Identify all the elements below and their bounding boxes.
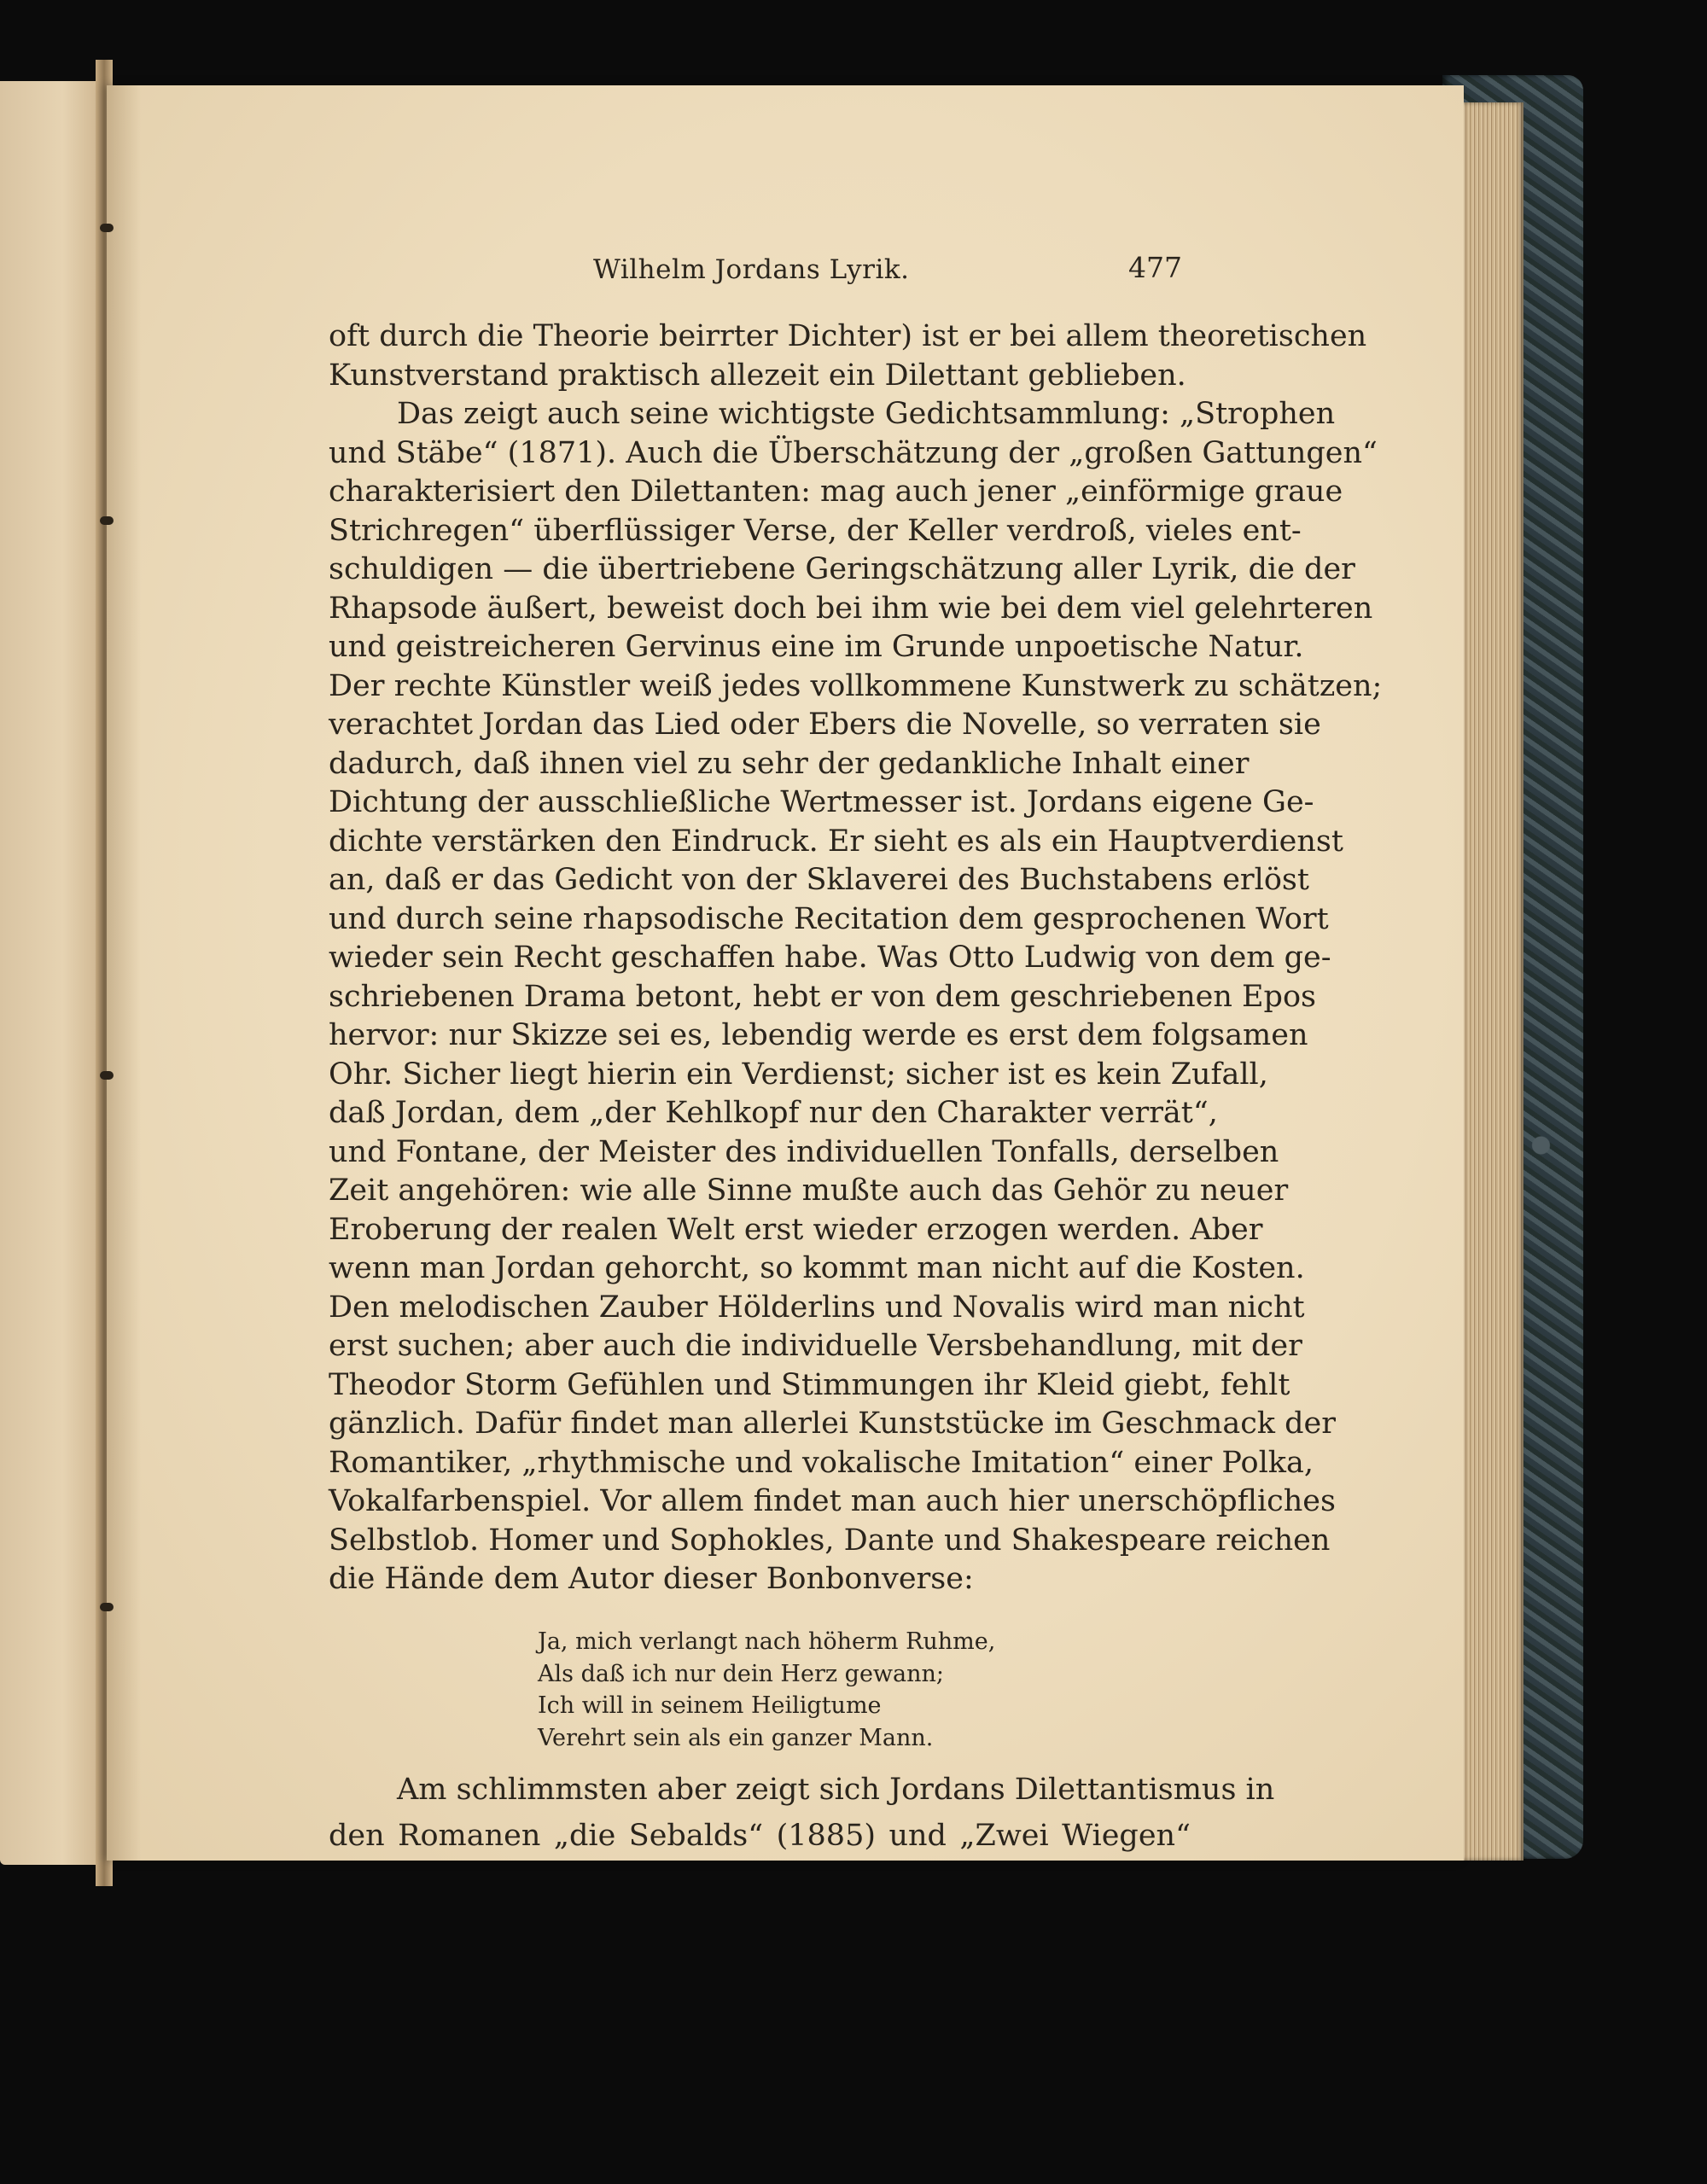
text-line: Eroberung der realen Welt erst wieder erzogen werden. Aber xyxy=(329,1212,1263,1247)
verse-quotation xyxy=(538,1626,995,1754)
text-line: Ohr. Sicher liegt hierin ein Verdienst; sicher ist es kein Zufall, xyxy=(329,1057,1268,1092)
text-line: an, daß er das Gedicht von der Sklaverei des Buchstabens erlöst xyxy=(329,863,1309,897)
text-line: Rhapsode äußert, beweist doch bei ihm wie bei dem viel gelehrteren xyxy=(329,591,1373,626)
text-line: wieder sein Recht geschaffen habe. Was Otto Ludwig von dem ge- xyxy=(329,941,1331,975)
closing-paragraph xyxy=(329,1767,1275,1859)
binding-hole xyxy=(100,224,114,232)
text-line: Am schlimmsten aber zeigt sich Jordans Dilettantismus in xyxy=(397,1773,1275,1807)
text-line: und durch seine rhapsodische Recitation dem gesprochenen Wort xyxy=(329,901,1329,936)
left-page-edge xyxy=(0,81,104,1865)
text-line: Das zeigt auch seine wichtigste Gedichtsammlung: „Strophen xyxy=(397,397,1336,431)
text-line: Kunstverstand praktisch allezeit ein Dilettant geblieben. xyxy=(329,358,1186,393)
body-text xyxy=(329,317,1383,1599)
text-line: Vokalfarbenspiel. Vor allem findet man auch hier unerschöpfliches xyxy=(329,1484,1336,1518)
binding-hole xyxy=(100,516,114,525)
text-line: erst suchen; aber auch die individuelle Versbehandlung, mit der xyxy=(329,1329,1302,1363)
text-line: Theodor Storm Gefühlen und Stimmungen ihr Kleid giebt, fehlt xyxy=(329,1367,1290,1402)
text-line: Strichregen“ überflüssiger Verse, der Keller verdroß, vieles ent- xyxy=(329,513,1302,548)
text-line: Der rechte Künstler weiß jedes vollkommene Kunstwerk zu schätzen; xyxy=(329,668,1383,703)
binding-hole xyxy=(100,1603,114,1611)
verse-line: Ja, mich verlangt nach höherm Ruhme, xyxy=(538,1628,996,1655)
page-stack-edges xyxy=(1455,102,1523,1861)
text-line: Selbstlob. Homer und Sophokles, Dante und Shakespeare reichen xyxy=(329,1523,1331,1558)
text-line: Dichtung der ausschließliche Wertmesser ist. Jordans eigene Ge- xyxy=(329,785,1314,819)
verse-line: Ich will in seinem Heiligtume xyxy=(538,1692,882,1719)
text-line: dadurch, daß ihnen viel zu sehr der gedankliche Inhalt einer xyxy=(329,746,1250,781)
text-line: wenn man Jordan gehorcht, so kommt man nicht auf die Kosten. xyxy=(329,1251,1305,1285)
text-line: Romantiker, „rhythmische und vokalische Imitation“ einer Polka, xyxy=(329,1445,1314,1480)
binding-hole xyxy=(100,1071,114,1080)
text-line: und geistreicheren Gervinus eine im Grunde unpoetische Natur. xyxy=(329,630,1304,664)
text-line: und Fontane, der Meister des individuellen Tonfalls, derselben xyxy=(329,1134,1279,1169)
text-line: die Hände dem Autor dieser Bonbonverse: xyxy=(329,1562,974,1596)
running-head: Wilhelm Jordans Lyrik. xyxy=(593,254,910,285)
text-line: daß Jordan, dem „der Kehlkopf nur den Charakter verrät“, xyxy=(329,1096,1218,1130)
page-header xyxy=(329,251,1182,297)
verse-line: Verehrt sein als ein ganzer Mann. xyxy=(538,1724,934,1751)
text-line: schuldigen — die übertriebene Geringschätzung aller Lyrik, die der xyxy=(329,552,1355,586)
text-line: und Stäbe“ (1871). Auch die Überschätzung der „großen Gattungen“ xyxy=(329,435,1378,470)
text-line: schriebenen Drama betont, hebt er von dem geschriebenen Epos xyxy=(329,979,1316,1014)
verse-line: Als daß ich nur dein Herz gewann; xyxy=(538,1660,945,1687)
text-line: verachtet Jordan das Lied oder Ebers die Novelle, so verraten sie xyxy=(329,708,1321,742)
text-line: gänzlich. Dafür findet man allerlei Kunststücke im Geschmack der xyxy=(329,1406,1336,1441)
text-line: Den melodischen Zauber Hölderlins und Novalis wird man nicht xyxy=(329,1290,1305,1325)
text-line: dichte verstärken den Eindruck. Er sieht es als ein Hauptverdienst xyxy=(329,824,1343,859)
text-line: hervor: nur Skizze sei es, lebendig werde es erst dem folgsamen xyxy=(329,1018,1308,1052)
text-line: den Romanen „die Sebalds“ (1885) und „Zwei Wiegen“ xyxy=(329,1819,1191,1853)
page-number: 477 xyxy=(1128,251,1182,284)
text-line: Zeit angehören: wie alle Sinne mußte auch das Gehör zu neuer xyxy=(329,1174,1289,1208)
text-line: oft durch die Theorie beirrter Dichter) ist er bei allem theoretischen xyxy=(329,319,1367,353)
text-line: charakterisiert den Dilettanten: mag auch jener „einförmige graue xyxy=(329,475,1343,509)
